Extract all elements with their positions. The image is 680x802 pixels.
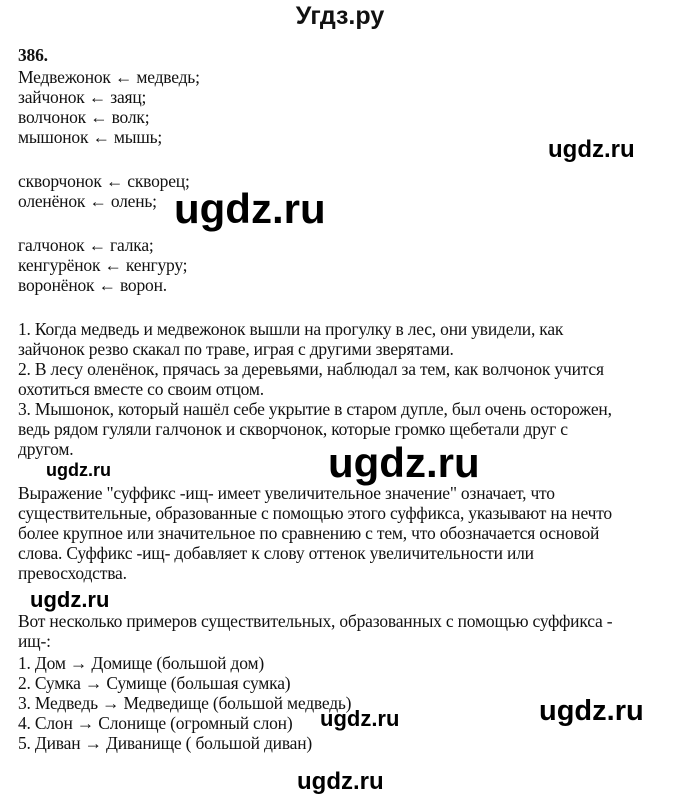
text-line: оленёнок ← олень;: [18, 191, 157, 211]
text-line: Выражение "суффикс -ищ- имеет увеличительное значение" означает, что: [18, 483, 555, 503]
text-line: 3. Мышонок, который нашёл себе укрытие в старом дупле, был очень осторожен,: [18, 399, 612, 419]
text-line: Вот несколько примеров существительных, образованных с помощью суффикса -: [18, 611, 613, 631]
text-line: более крупное или значительное по сравнению с тем, что обозначается основой: [18, 523, 600, 543]
watermark: ugdz.ru: [46, 460, 111, 480]
text-line: охотиться вместе со своим отцом.: [18, 379, 264, 399]
site-title: Угдз.ру: [295, 2, 385, 30]
watermark: ugdz.ru: [548, 136, 635, 163]
text-line: кенгурёнок ← кенгуру;: [18, 255, 188, 275]
text-line: 3. Медведь → Медведище (большой медведь): [18, 693, 352, 713]
text-line: ищ-:: [18, 631, 51, 651]
text-line: мышонок ← мышь;: [18, 127, 163, 147]
text-line: волчонок ← волк;: [18, 107, 150, 127]
text-line: слова. Суффикс -ищ- добавляет к слову оттенок увеличительности или: [18, 543, 534, 563]
text-line: 4. Слон → Слонище (огромный слон): [18, 713, 293, 733]
text-line: 1. Когда медведь и медвежонок вышли на прогулку в лес, они увидели, как: [18, 319, 564, 339]
text-line: воронёнок ← ворон.: [18, 275, 167, 295]
watermark: ugdz.ru: [539, 695, 644, 727]
task-number: 386.: [18, 45, 48, 65]
text-line: превосходства.: [18, 563, 127, 583]
text-line: зайчонок ← заяц;: [18, 87, 147, 107]
watermark: ugdz.ru: [30, 587, 110, 612]
watermark: ugdz.ru: [174, 185, 326, 232]
text-line: существительные, образованные с помощью этого суффикса, указывают на нечто: [18, 503, 612, 523]
text-line: 5. Диван → Диванище ( большой диван): [18, 733, 313, 753]
text-line: галчонок ← галка;: [18, 235, 154, 255]
text-line: 2. В лесу оленёнок, прячась за деревьями, наблюдал за тем, как волчонок учится: [18, 359, 604, 379]
text-line: Медвежонок ← медведь;: [18, 67, 200, 87]
text-line: скворчонок ← скворец;: [18, 171, 190, 191]
text-line: 2. Сумка → Сумище (большая сумка): [18, 673, 291, 693]
text-line: зайчонок резво скакал по траве, играя с другими зверятами.: [18, 339, 454, 359]
watermark: ugdz.ru: [328, 439, 480, 486]
watermark: ugdz.ru: [297, 768, 384, 795]
text-line: ведь рядом гуляли галчонок и скворчонок, которые громко щебетали друг с: [18, 419, 568, 439]
watermark: ugdz.ru: [320, 706, 400, 731]
text-line: 1. Дом → Домище (большой дом): [18, 653, 264, 673]
text-line: другом.: [18, 439, 74, 459]
